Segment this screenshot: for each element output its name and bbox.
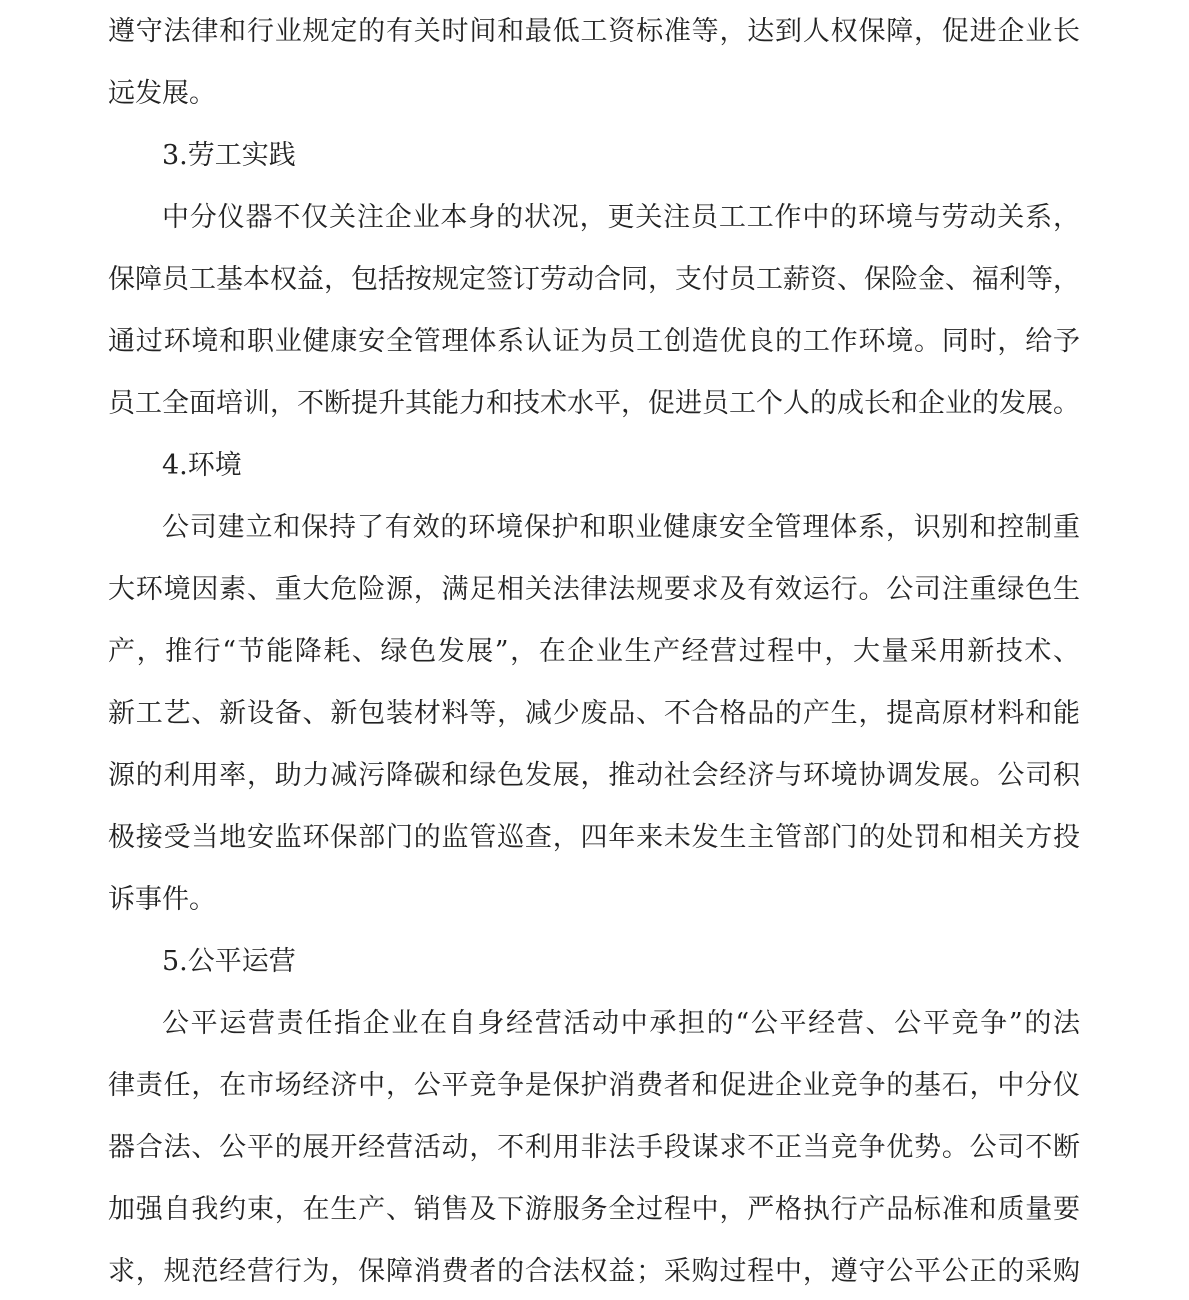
text-line: 产，推行“节能降耗、绿色发展”，在企业生产经营过程中，大量采用新技术、: [108, 636, 1080, 667]
text-line: 通过环境和职业健康安全管理体系认证为员工创造优良的工作环境。同时，给予: [108, 326, 1080, 357]
text-line: 器合法、公平的展开经营活动，不利用非法手段谋求不正当竞争优势。公司不断: [108, 1132, 1080, 1163]
text-line: 加强自我约束，在生产、销售及下游服务全过程中，严格执行产品标准和质量要: [108, 1194, 1080, 1225]
heading-5-fair-operation: 5.公平运营: [162, 946, 296, 977]
text-line: 求，规范经营行为，保障消费者的合法权益；采购过程中，遵守公平公正的采购: [108, 1256, 1080, 1287]
text-line: 遵守法律和行业规定的有关时间和最低工资标准等，达到人权保障，促进企业长: [108, 16, 1080, 47]
heading-3-labor-practices: 3.劳工实践: [162, 140, 296, 171]
text-line: 源的利用率，助力减污降碳和绿色发展，推动社会经济与环境协调发展。公司积: [108, 760, 1080, 791]
text-line: 新工艺、新设备、新包装材料等，减少废品、不合格品的产生，提高原材料和能: [108, 698, 1080, 729]
paragraph-labor-practices: [108, 187, 1080, 435]
heading-4-environment: 4.环境: [162, 450, 242, 481]
text-line: 中分仪器不仅关注企业本身的状况，更关注员工工作中的环境与劳动关系，: [162, 202, 1080, 233]
text-line: 公司建立和保持了有效的环境保护和职业健康安全管理体系，识别和控制重: [162, 512, 1080, 543]
text-line: 公平运营责任指企业在自身经营活动中承担的“公平经营、公平竞争”的法: [162, 1008, 1080, 1039]
document-page: [108, 0, 1080, 1300]
text-line: 远发展。: [108, 78, 216, 109]
paragraph-environment: [108, 497, 1080, 931]
text-line: 大环境因素、重大危险源，满足相关法律法规要求及有效运行。公司注重绿色生: [108, 574, 1080, 605]
text-line: 极接受当地安监环保部门的监管巡查，四年来未发生主管部门的处罚和相关方投: [108, 822, 1080, 853]
text-line: 诉事件。: [108, 884, 216, 915]
text-line: 律责任，在市场经济中，公平竞争是保护消费者和促进企业竞争的基石，中分仪: [108, 1070, 1080, 1101]
paragraph-continuation: [108, 1, 1080, 125]
paragraph-fair-operation: [108, 993, 1080, 1300]
text-line: 员工全面培训，不断提升其能力和技术水平，促进员工个人的成长和企业的发展。: [108, 388, 1080, 419]
text-line: 保障员工基本权益，包括按规定签订劳动合同，支付员工薪资、保险金、福利等，: [108, 264, 1080, 295]
